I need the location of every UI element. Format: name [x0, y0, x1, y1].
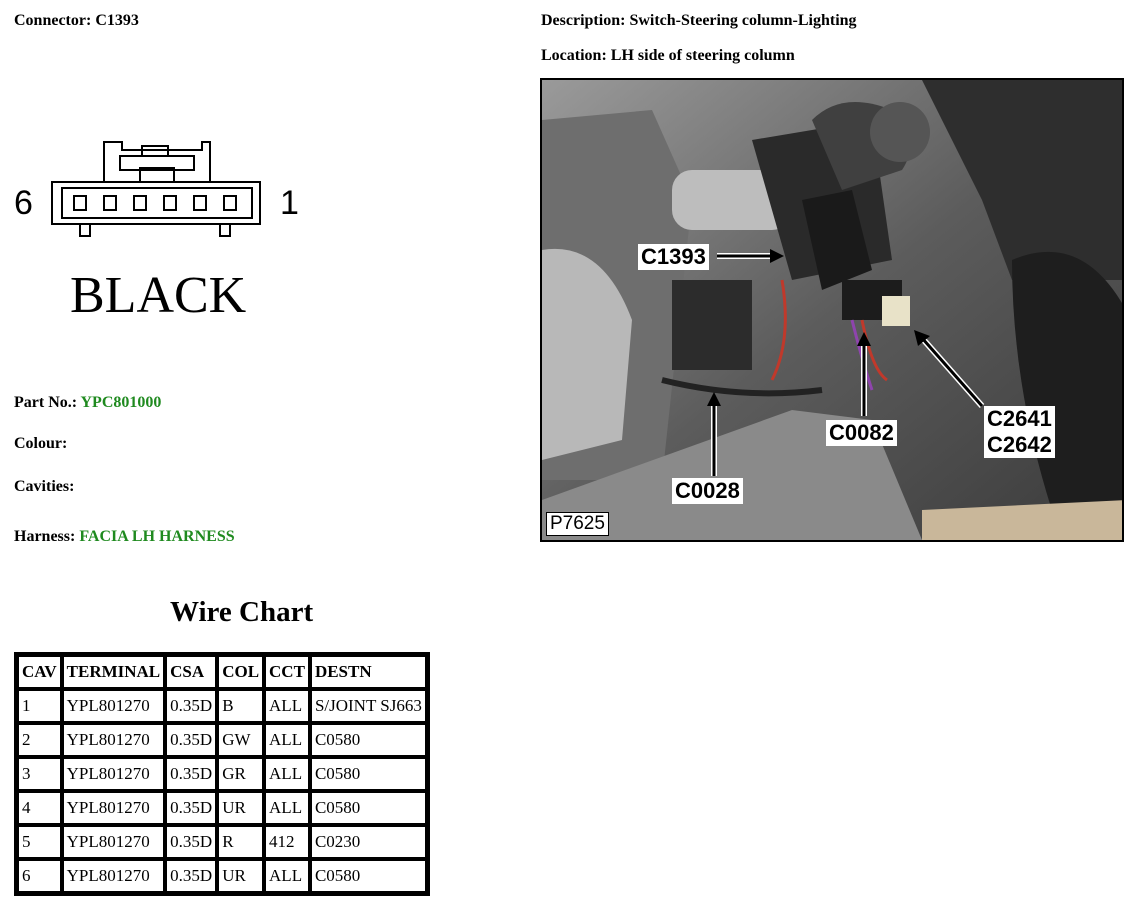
table-cell: YPL801270 [62, 757, 166, 791]
table-row [17, 825, 427, 859]
cavities-line [14, 478, 74, 496]
harness-line [14, 528, 235, 546]
table-cell: ALL [264, 791, 310, 825]
wire-chart-body [17, 689, 427, 893]
callout-c1393: C1393 [638, 244, 709, 270]
table-cell: 0.35D [165, 791, 217, 825]
table-cell: ALL [264, 723, 310, 757]
pin-1-label: 1 [280, 184, 299, 222]
table-row [17, 723, 427, 757]
connector-colour-label: BLACK [70, 267, 247, 322]
table-cell: B [217, 689, 264, 723]
table-cell: YPL801270 [62, 791, 166, 825]
harness-label: Harness: [14, 528, 76, 545]
table-cell: GW [217, 723, 264, 757]
connector-line [14, 12, 139, 30]
table-cell: 1 [17, 689, 62, 723]
steering-column-photo-image [542, 80, 1124, 542]
table-row [17, 689, 427, 723]
table-cell: C0230 [310, 825, 427, 859]
table-cell: UR [217, 859, 264, 893]
cavities-label: Cavities: [14, 478, 75, 495]
table-cell: 0.35D [165, 825, 217, 859]
location-value: LH side of steering column [610, 47, 795, 64]
table-cell: C0580 [310, 859, 427, 893]
column-header: CSA [165, 655, 217, 689]
table-cell: YPL801270 [62, 859, 166, 893]
table-cell: ALL [264, 859, 310, 893]
wire-chart-title: Wire Chart [170, 596, 314, 628]
part-number-line [14, 394, 161, 412]
connector-diagram [10, 132, 300, 322]
callout-c2641: C2641 [984, 406, 1055, 432]
table-cell: 6 [17, 859, 62, 893]
table-cell: GR [217, 757, 264, 791]
table-cell: C0580 [310, 723, 427, 757]
table-cell: S/JOINT SJ663 [310, 689, 427, 723]
column-header: CAV [17, 655, 62, 689]
photo-id-label: P7625 [546, 512, 609, 536]
location-photo [540, 78, 1124, 542]
table-cell: 0.35D [165, 689, 217, 723]
part-number-label: Part No.: [14, 394, 78, 411]
table-cell: 2 [17, 723, 62, 757]
table-row [17, 859, 427, 893]
table-row [17, 757, 427, 791]
table-cell: 0.35D [165, 723, 217, 757]
callout-c0028: C0028 [672, 478, 743, 504]
column-header: TERMINAL [62, 655, 166, 689]
connector-label: Connector: [14, 12, 92, 29]
column-header: COL [217, 655, 264, 689]
location-line [541, 47, 795, 65]
table-cell: 4 [17, 791, 62, 825]
table-cell: YPL801270 [62, 723, 166, 757]
table-cell: ALL [264, 689, 310, 723]
description-line [541, 12, 857, 30]
part-number-value: YPC801000 [80, 394, 162, 411]
table-cell: 3 [17, 757, 62, 791]
table-cell: 412 [264, 825, 310, 859]
table-header-row [17, 655, 427, 689]
callout-c2642: C2642 [984, 432, 1055, 458]
table-cell: ALL [264, 757, 310, 791]
wire-chart-table [14, 652, 430, 896]
description-value: Switch-Steering column-Lighting [629, 12, 857, 29]
colour-line [14, 435, 67, 453]
connector-value: C1393 [95, 12, 139, 29]
table-cell: R [217, 825, 264, 859]
description-label: Description: [541, 12, 626, 29]
column-header: CCT [264, 655, 310, 689]
harness-value: FACIA LH HARNESS [79, 528, 235, 545]
colour-label: Colour: [14, 435, 68, 452]
column-header: DESTN [310, 655, 427, 689]
table-cell: 0.35D [165, 757, 217, 791]
table-cell: UR [217, 791, 264, 825]
table-cell: C0580 [310, 791, 427, 825]
pin-6-label: 6 [14, 184, 33, 222]
table-cell: 0.35D [165, 859, 217, 893]
table-cell: YPL801270 [62, 689, 166, 723]
location-label: Location: [541, 47, 607, 64]
callout-c0082: C0082 [826, 420, 897, 446]
table-cell: C0580 [310, 757, 427, 791]
table-cell: YPL801270 [62, 825, 166, 859]
table-cell: 5 [17, 825, 62, 859]
table-row [17, 791, 427, 825]
